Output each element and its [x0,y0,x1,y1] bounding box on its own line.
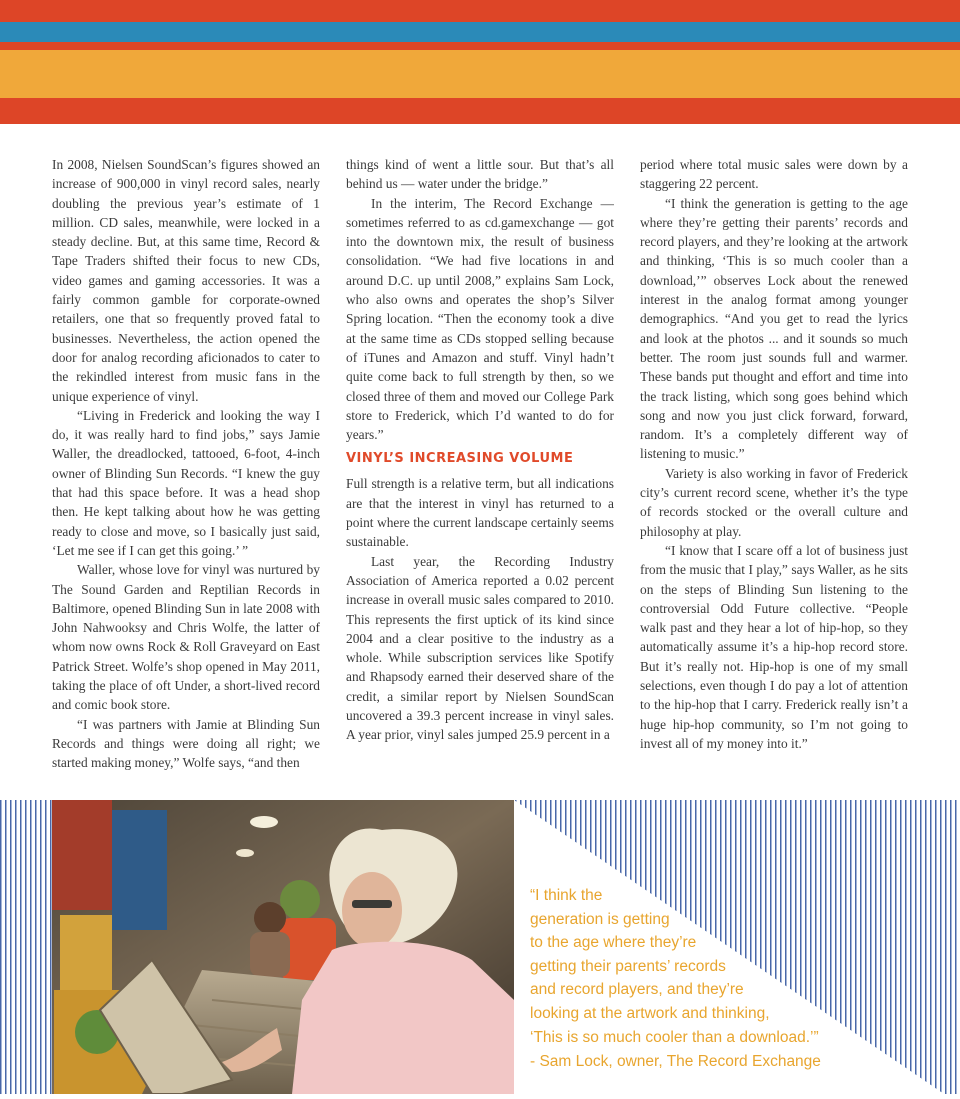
paragraph: period where total music sales were down by a staggering 22 percent. [640,157,908,192]
record-store-photo [52,800,514,1094]
paragraph: “I was partners with Jamie at Blinding Sun Records and things were doing all right; we started making money,” Wolfe says, “and then [52,716,320,771]
paragraph: things kind of went a little sour. But that’s all behind us — water under the bridge.” [346,157,614,192]
stripe-blue [0,22,960,42]
article-column-2 [346,155,614,785]
paragraph: In 2008, Nielsen SoundScan’s figures showed an increase of 900,000 in vinyl record sales, nearly doubling the previous year’s estimate of 1 million. CD sales, meanwhile, were locked in a steady decline. But, at this same time, Record & Tape Traders shifted their focus to new CDs, video games and gaming accessories. It was a fairly common gamble for corporate-owned retailers, one that so frequently proved fatal to businesses. Nevertheless, the action opened the door for analog recording aficionados to cater to the rekindled interest from music fans in the unique experience of vinyl. [52,157,320,404]
paragraph: Variety is also working in favor of Frederick city’s current record scene, whether it’s the type of records stocked or the overall culture and philosophy at play. [640,465,908,539]
paragraph: “I know that I scare off a lot of business just from the music that I play,” says Waller, as he sits on the steps of Blinding Sun listening to the controversial Odd Future collective. “People walk past and they hear a lot of hip-hop, so they automatically assume it’s a hip-hop record store. But it’s really not. Hip-hop is one of my small selections, even though I do pay a lot of attention to the hip-hop that I carry. Frederick really isn’t a huge hip-hop community, so I’m not going to invest all of my money into it.” [640,542,908,751]
paragraph: “I think the generation is getting to the age where they’re getting their parents’ records and record players, and they’re looking at the artwork and thinking, ‘This is so much cooler than a download,’” observes Lock about the renewed interest in the analog format among younger demographics. “And you get to read the lyrics and look at the photos ... and it sounds so much better. The room just sounds full and warmer. These bands put thought and effort and time into the track listing, which song goes behind which song and now you just click forward, forward, random. It’s a completely different way of listening to music.” [640,195,908,462]
paragraph: In the interim, The Record Exchange — sometimes referred to as cd.gamexchange — got into the downtown mix, the result of business consolidation. “We had five locations in and around D.C. up until 2008,” explains Sam Lock, who also owns and operates the shop’s Silver Spring location. “Then the economy took a dive at the same time as CDs stopped selling because of iTunes and Amazon and stuff. Vinyl hadn’t quite come back to full strength by then, so we closed three of them and moved our College Park store to Frederick, which I’d wanted to do for years.” [346,195,614,443]
header-stripes [0,0,960,124]
stripe-red-bottom [0,98,960,124]
paragraph: Full strength is a relative term, but all indications are that the interest in vinyl has returned to a point where the current landscape certainly seems sustainable. [346,476,614,550]
article-column-1 [52,155,320,785]
article-body [52,155,908,785]
section-subhead: VINYL’S INCREASING VOLUME [346,451,574,467]
stripe-red-thin [0,42,960,50]
stripe-red-top [0,0,960,22]
pull-quote-attribution: - Sam Lock, owner, The Record Exchange [530,1053,821,1070]
paragraph: Last year, the Recording Industry Association of America reported a 0.02 percent increase in overall music sales compared to 2010. This represents the first uptick of its kind since 2004 and a clear positive to the industry as a whole. While subscription services like Spotify and Rhapsody earned their deserved share of the credit, a similar report by Nielsen SoundScan uncovered a 39.3 percent increase in vinyl sales. A year prior, vinyl sales jumped 25.9 percent in a [346,553,614,743]
article-column-3 [640,155,908,785]
paragraph: Waller, whose love for vinyl was nurtured by The Sound Garden and Reptilian Records in Baltimore, opened Blinding Sun in late 2008 with John Nahwooksy and Chris Wolfe, the latter of whom now owns Rock & Roll Graveyard on East Patrick Street. Wolfe’s shop opened in May 2011, taking the place of oft Under, a short-lived record and comic book store. [52,562,320,713]
stripe-orange [0,50,960,98]
pull-quote-text: “I think the generation is getting to the age where they’re getting their parents’ records and record players, and they’re looking at the artwork and thinking, ‘This is so much cooler than a download.’” [530,887,819,1046]
photo-illustration [52,800,514,1094]
paragraph: “Living in Frederick and looking the way I do, it was really hard to find jobs,” says Jamie Waller, the dreadlocked, tattooed, 6-foot, 4-inch owner of Blinding Sun Records. “I knew the guy that had this space before. It was a head shop then. He kept talking about how he was getting ready to close and move, so I basically just said, ‘Let me see if I can get this going.’ ” [52,407,320,558]
